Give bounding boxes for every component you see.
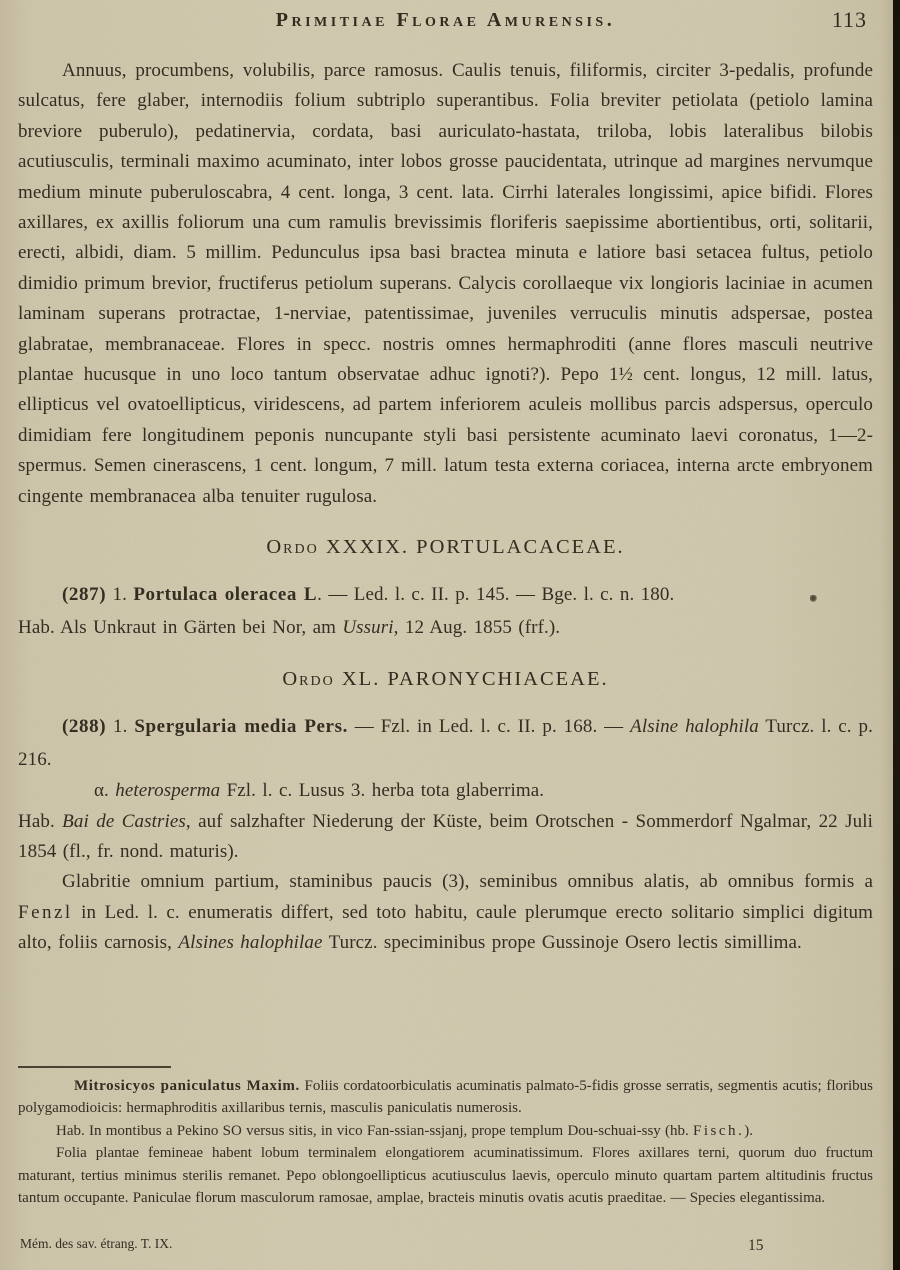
sheet-number: 15 bbox=[748, 1237, 764, 1254]
scan-gutter-shadow bbox=[893, 0, 900, 1270]
ordo-name: XL. PARONYCHIACEAE. bbox=[334, 668, 609, 691]
synonym-name: Alsine halophila bbox=[630, 716, 759, 738]
page-number: 113 bbox=[831, 7, 867, 32]
page-title: Primitiae Florae Amurensis. bbox=[275, 9, 616, 31]
habitat-date: , 12 Aug. 1855 (frf.). bbox=[393, 617, 561, 639]
running-head bbox=[18, 9, 873, 35]
discussion-text-2: in Led. l. c. enumeratis differt, sed toto habitu, caule plerumque erecto solitario simplici digitum alto, foliis carnosis, bbox=[18, 901, 873, 954]
footnote-habitat-text: Hab. In montibus a Pekino SO versus sitis, in vico Fan-ssian-ssjanj, prope templum Dou-schuai-ssy (hb. bbox=[56, 1122, 694, 1139]
collector-fisch: Fisch. bbox=[693, 1122, 745, 1139]
alsines-halophilae-name: Alsines halophilae bbox=[178, 932, 323, 954]
discussion-paragraph bbox=[18, 867, 873, 958]
variety-description: Fzl. l. c. Lusus 3. herba tota glaberrima. bbox=[220, 780, 545, 802]
ordo-label: Ordo bbox=[282, 668, 335, 691]
entry-number: (288) bbox=[62, 716, 107, 738]
footnote-rule bbox=[18, 1066, 171, 1068]
discussion-text-3: Turcz. speciminibus prope Gussinoje Osero lectis simillima. bbox=[322, 932, 802, 954]
entry-number: (287) bbox=[62, 584, 107, 606]
section-heading-paronychiaceae bbox=[18, 668, 873, 691]
species-entry-287 bbox=[18, 578, 873, 611]
footnote-block bbox=[18, 1066, 873, 1209]
habitat-date: , auf salzhafter Niederung der Küste, beim Orotschen - Sommerdorf Ngalmar, 22 Juli 1854 (fl., fr. nond. maturis). bbox=[18, 810, 873, 862]
entry-reference: . — Led. l. c. II. p. 145. — Bge. l. c. n. 180. bbox=[317, 584, 675, 606]
discussion-text-1: Glabritie omnium partium, staminibus paucis (3), seminibus omnibus alatis, ab omnibus formis a bbox=[62, 871, 873, 893]
footnote-habitat-close: ). bbox=[744, 1122, 754, 1139]
section-heading-portulacaceae bbox=[18, 536, 873, 559]
entry-seq: 1. bbox=[106, 716, 135, 738]
synonym-reference: Turcz. l. c. p. 216. bbox=[18, 716, 873, 771]
entry-reference: — Fzl. in Led. l. c. II. p. 168. — bbox=[347, 716, 631, 738]
variety-letter: α. bbox=[94, 780, 116, 802]
ordo-label: Ordo bbox=[266, 536, 319, 559]
author-fenzl: Fenzl bbox=[18, 901, 73, 923]
habitat-line-288 bbox=[18, 807, 873, 868]
habitat-place-name: Bai de Castries bbox=[62, 810, 186, 832]
species-entry-288 bbox=[18, 710, 873, 776]
species-name: Portulaca oleracea L bbox=[133, 584, 318, 606]
ink-speck bbox=[810, 595, 817, 602]
species-description-paragraph: Annuus, procumbens, volubilis, parce ramosus. Caulis tenuis, filiformis, circiter 3-pedalis, profunde sulcatus, fere glaber, internodiis folium subtriplo superantibus. Folia breviter petiolata (petiolo lamina breviore puberulo), pedatinervia, cordata, basi auriculato-hastata, triloba, lobis lateralibus bilobis acutiusculis, terminali maximo acuminato, inter lobos grosse paucidentata, utrinque ad margines nervumque medium minute puberuloscabra, 4 cent. longa, 3 cent. lata. Cirrhi laterales longissimi, apice bifidi. Flores axillares, ex axillis foliorum una cum ramulis brevissimis floriferis saepissime abortientibus, orti, solitarii, erecti, albidi, diam. 5 millim. Pedunculus ipsa basi bractea minuta e latiore basi setacea fultus, petiolo dimidio primum brevior, fructiferus petiolum superans. Calycis corollaeque vix longioris laciniae in acumen laminam superans protractae, 1-nerviae, patentissimae, juveniles verruculis minutis adspersae, postea glabratae, membranaceae. Flores in specc. nostris omnes hermaphroditi (anne flores masculi neutrive plantae hucusque in uno loco tantum observatae adhuc ignoti?). Pepo 1½ cent. longus, 12 mill. latus, ellipticus vel ovatoellipticus, viridescens, ad partem inferiorem aculeis mollibus parcis adspersus, operculo dimidiam fere longitudinem peponis nuncupante styli basi persistente acuminato laevi coronatus, 1—2-spermus. Semen cinerascens, 1 cent. longum, 7 mill. latum testa externa coriacea, interna arcte embryonem cingente membranacea alba tenuiter rugulosa. bbox=[18, 60, 873, 507]
footnote-species-name: Mitrosicyos paniculatus Maxim. bbox=[74, 1078, 300, 1094]
habitat-river-name: Ussuri bbox=[342, 617, 394, 639]
variety-name: heterosperma bbox=[115, 780, 221, 802]
page-content bbox=[18, 0, 873, 959]
habitat-line-287 bbox=[18, 611, 873, 644]
footnote-species-paragraph bbox=[18, 1075, 873, 1120]
volume-signature: Mém. des sav. étrang. T. IX. bbox=[20, 1236, 173, 1251]
habitat-text: Hab. bbox=[18, 810, 63, 832]
ordo-name: XXXIX. PORTULACACEAE. bbox=[318, 536, 625, 559]
footnote-species-diagnosis: Foliis cordatoorbiculatis acuminatis palmato-5-fidis grosse serratis, segmentis acutis; floribus polygamodioicis: hermaphroditis axillaribus ternis, masculis paniculatis numerosis. bbox=[18, 1078, 873, 1117]
species-name: Spergularia media Pers. bbox=[134, 716, 348, 738]
footnote-habitat-line bbox=[18, 1120, 873, 1142]
habitat-text: Hab. Als Unkraut in Gärten bei Nor, am bbox=[18, 617, 343, 639]
variety-line bbox=[18, 776, 873, 806]
footnote-description-paragraph: Folia plantae femineae habent lobum terminalem elongatiorem acuminatissimum. Flores axillares terni, quorum duo fructum maturant, tertius minimus sterilis remanet. Pepo oblongoellipticus acutiusculus laevis, operculo minuto quartam partem altitudinis fructus tantum occupante. Paniculae florum masculorum ramosae, amplae, bracteis minutis ovatis acutis praeditae. — Species elegantissima. bbox=[18, 1145, 873, 1207]
entry-seq: 1. bbox=[106, 584, 134, 606]
